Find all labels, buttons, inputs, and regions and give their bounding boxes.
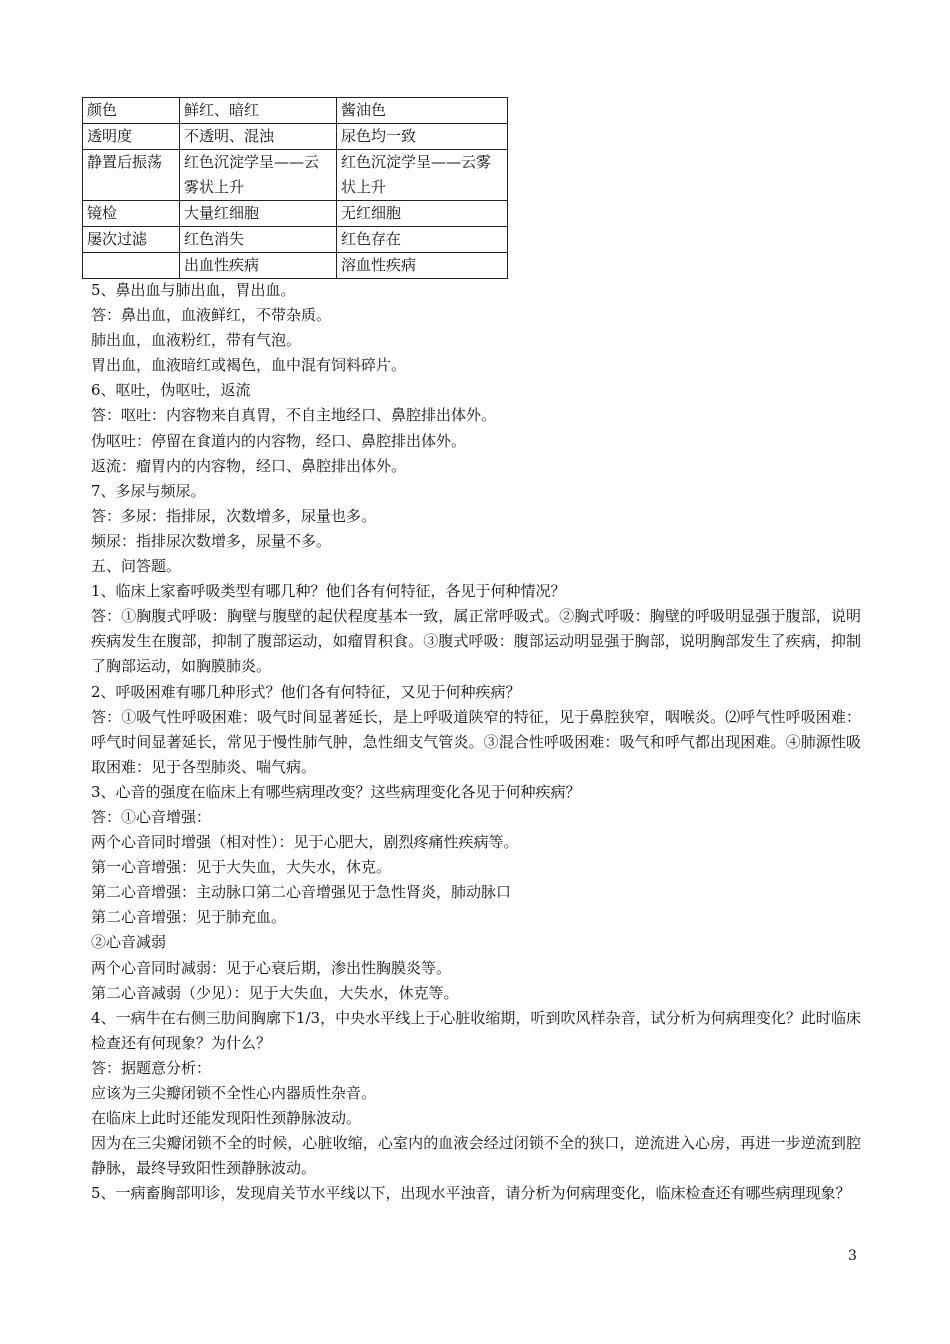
table-row (83, 227, 508, 253)
table-cell: 静置后振荡 (83, 150, 180, 201)
table-cell: 出血性疾病 (180, 253, 337, 279)
paragraph: 4、一病牛在右侧三肋间胸廓下1/3，中央水平线上于心脏收缩期，听到吹风样杂音，试分析为何病理变化？此时临床检查还有何现象？为什么？ (91, 1008, 861, 1052)
table-row (83, 124, 508, 150)
paragraph: 因为在三尖瓣闭锁不全的时候，心脏收缩，心室内的血液会经过闭锁不全的狭口，逆流进入心房，再进一步逆流到腔静脉，最终导致阳性颈静脉波动。 (91, 1134, 861, 1178)
table-cell (83, 253, 180, 279)
table-row (83, 98, 508, 124)
table-cell: 透明度 (83, 124, 180, 150)
table-cell: 大量红细胞 (180, 201, 337, 227)
comparison-table (82, 97, 508, 279)
table-cell: 不透明、混浊 (180, 124, 337, 150)
paragraph: 2、呼吸困难有哪几种形式？他们各有何特征，又见于何种疾病？ (91, 682, 521, 701)
table-row (83, 253, 508, 279)
table-row (83, 201, 508, 227)
paragraph: 3、心音的强度在临床上有哪些病理改变？这些病理变化各见于何种疾病？ (91, 782, 581, 801)
paragraph: 5、鼻出血与肺出血，胃出血。 (91, 281, 296, 299)
table-row (83, 150, 508, 201)
table-cell: 红色沉淀学呈——云雾状上升 (180, 150, 337, 201)
paragraph: 返流：瘤胃内的内容物，经口、鼻腔排出体外。 (91, 456, 407, 475)
table-cell: 镜检 (83, 201, 180, 227)
paragraph: 第二心音增强：见于肺充血。 (91, 908, 287, 927)
paragraph: 第一心音增强：见于大失血，大失水，休克。 (91, 858, 392, 877)
table-cell: 颜色 (83, 98, 180, 124)
paragraph: 答：①吸气性呼吸困难：吸气时间显著延长，是上呼吸道陕窄的特征，见于鼻腔狭窄，咽喉炎。⑵呼气性呼吸困难：呼气时间显著延长，常见于慢性肺气肿，急性细支气管炎。③混合性呼吸困难：吸气和呼气都出现困难。④肺源性吸取困难：见于各型肺炎、喘气病。 (91, 707, 861, 776)
paragraph: 第二心音增强：主动脉口第二心音增强见于急性肾炎，肺动脉口 (91, 883, 512, 902)
paragraph: 答：①胸腹式呼吸：胸壁与腹壁的起伏程度基本一致，属正常呼吸式。②胸式呼吸：胸壁的呼吸明显强于腹部，说明疾病发生在腹部，抑制了腹部运动，如瘤胃积食。③腹式呼吸：腹部运动明显强于胸部，说明胸部发生了疾病，抑制了胸部运动，如胸膜肺炎。 (91, 607, 861, 676)
table-cell: 溶血性疾病 (337, 253, 508, 279)
paragraph: 1、临床上家畜呼吸类型有哪几种？他们各有何特征，各见于何种情况？ (91, 582, 566, 601)
table-cell: 屡次过滤 (83, 227, 180, 253)
paragraph: 答：鼻出血，血液鲜红，不带杂质。 (91, 306, 332, 325)
paragraph: 胃出血，血液暗红或褐色，血中混有饲料碎片。 (91, 356, 407, 375)
table-cell: 尿色均一致 (337, 124, 508, 150)
paragraph: 5、一病畜胸部叩诊，发现肩关节水平线以下，出现水平浊音，请分析为何病理变化，临床检查还有哪些病理现象？ (91, 1184, 851, 1203)
table-cell: 红色存在 (337, 227, 508, 253)
paragraph: 两个心音同时增强（相对性）：见于心肥大，剧烈疼痛性疾病等。 (91, 833, 519, 852)
paragraph: 答：呕吐：内容物来自真胃，不自主地经口、鼻腔排出体外。 (91, 406, 497, 425)
table-cell: 酱油色 (337, 98, 508, 124)
table-cell: 鲜红、暗红 (180, 98, 337, 124)
paragraph: ②心音减弱 (91, 933, 167, 952)
paragraph: 伪呕吐：停留在食道内的内容物，经口、鼻腔排出体外。 (91, 431, 467, 450)
page-number: 3 (848, 1248, 857, 1264)
paragraph: 答：①心音增强： (91, 807, 212, 826)
table-cell: 无红细胞 (337, 201, 508, 227)
paragraph: 肺出血，血液粉红，带有气泡。 (91, 331, 302, 350)
paragraph: 在临床上此时还能发现阳性颈静脉波动。 (91, 1109, 362, 1128)
paragraph: 应该为三尖瓣闭锁不全性心内器质性杂音。 (91, 1084, 377, 1102)
table-cell: 红色沉淀学呈——云雾状上升 (337, 150, 508, 201)
paragraph: 频尿：指排尿次数增多，尿量不多。 (91, 531, 332, 550)
paragraph: 答：多尿：指排尿，次数增多，尿量也多。 (91, 506, 377, 525)
paragraph: 两个心音同时减弱：见于心衰后期，渗出性胸膜炎等。 (91, 958, 452, 977)
table-cell: 红色消失 (180, 227, 337, 253)
body-text (91, 278, 861, 1206)
paragraph: 答：据题意分析： (91, 1058, 212, 1077)
paragraph: 6、呕吐，伪呕吐，返流 (91, 381, 251, 400)
paragraph: 第二心音减弱（少见）：见于大失血，大失水，休克等。 (91, 983, 459, 1002)
paragraph: 五、问答题。 (91, 557, 182, 576)
paragraph: 7、多尿与频尿。 (91, 481, 206, 500)
